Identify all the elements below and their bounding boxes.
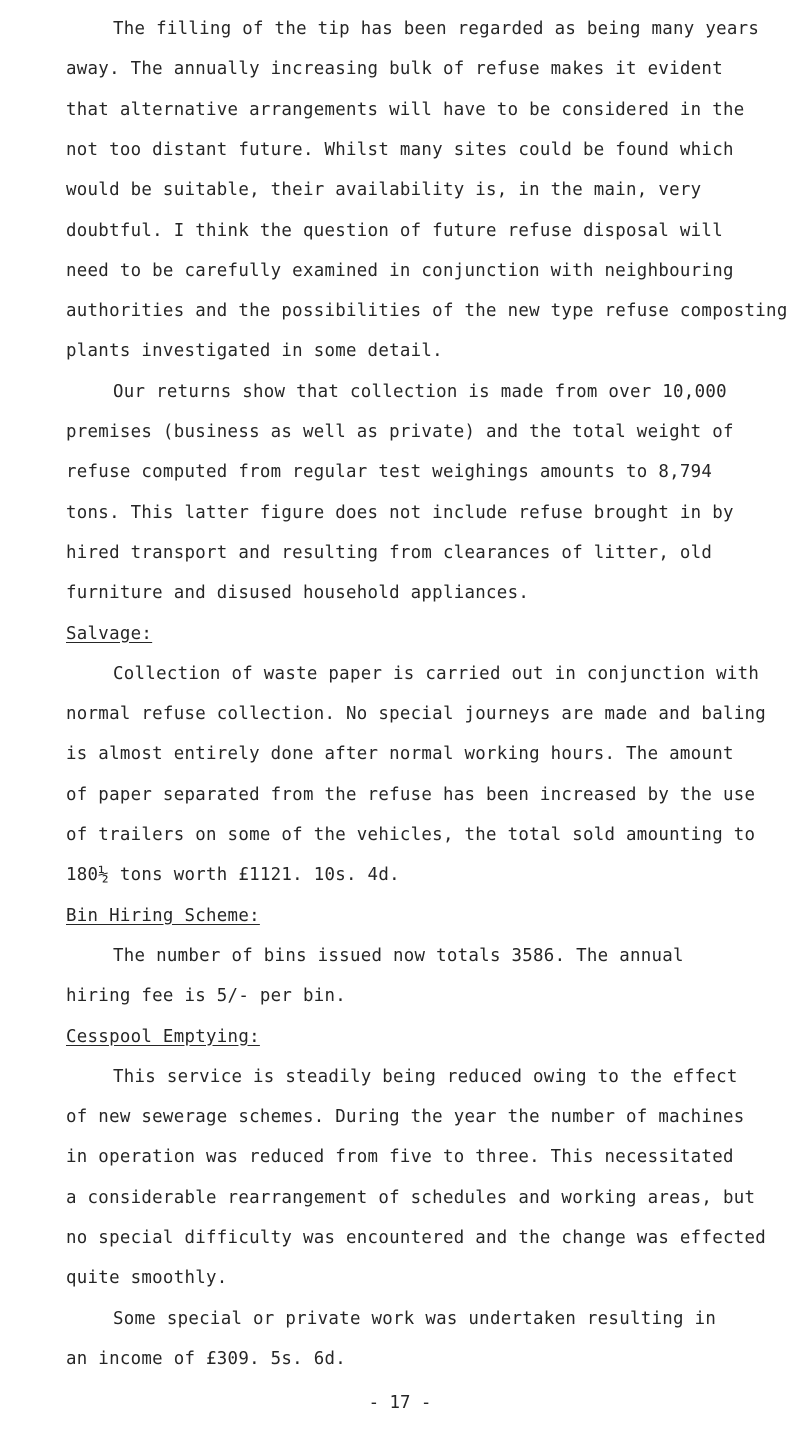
text-line: would be suitable, their availability is, in the main, very [66,180,702,201]
text-line: tons. This latter figure does not include refuse brought in by [66,502,734,523]
text-line: This service is steadily being reduced owing to the effect [113,1066,738,1087]
text-line: hiring fee is 5/- per bin. [66,986,347,1007]
section-heading-cesspool: Cesspool Emptying: [66,1026,260,1047]
text-line: premises (business as well as private) and the total weight of [66,422,734,442]
text-line: away. The annually increasing bulk of refuse makes it evident [66,59,723,80]
text-line: The filling of the tip has been regarded as being many years [113,19,760,39]
text-line: hired transport and resulting from clearances of litter, old [66,542,713,563]
text-line: is almost entirely done after normal working hours. The amount [66,744,734,765]
page-number: - 17 - [368,1393,432,1414]
text-line: The number of bins issued now totals 3586. The annual [113,945,684,966]
text-line: Collection of waste paper is carried out in conjunction with [113,663,760,684]
text-line: Our returns show that collection is made from over 10,000 [113,381,727,402]
text-line: furniture and disused household appliances. [66,583,530,604]
text-line: Some special or private work was undertaken resulting in [113,1308,717,1329]
text-line: of trailers on some of the vehicles, the total sold amounting to [66,825,756,845]
section-heading-salvage: Salvage: [66,623,153,644]
text-line: an income of £309. 5s. 6d. [66,1348,347,1369]
text-line: a considerable rearrangement of schedules and working areas, but [66,1187,756,1208]
text-line: authorities and the possibilities of the new type refuse composting [66,301,788,322]
section-heading-bin-hiring: Bin Hiring Scheme: [66,905,260,926]
text-line: not too distant future. Whilst many sites could be found which [66,139,734,160]
text-line: of paper separated from the refuse has been increased by the use [66,784,756,805]
text-line: in operation was reduced from five to three. This necessitated [66,1147,734,1168]
text-line: normal refuse collection. No special journeys are made and baling [66,704,767,725]
text-line: plants investigated in some detail. [66,341,443,362]
text-line: quite smoothly. [66,1268,228,1289]
text-line: no special difficulty was encountered and the change was effected [66,1228,767,1248]
text-line: refuse computed from regular test weighings amounts to 8,794 [66,462,713,483]
text-line: 180½ tons worth £1121. 10s. 4d. [66,865,400,886]
text-line: of new sewerage schemes. During the year the number of machines [66,1107,745,1128]
text-line: need to be carefully examined in conjunction with neighbouring [66,260,734,281]
text-line: doubtful. I think the question of future refuse disposal will [66,220,723,241]
text-line: that alternative arrangements will have to be considered in the [66,99,745,120]
